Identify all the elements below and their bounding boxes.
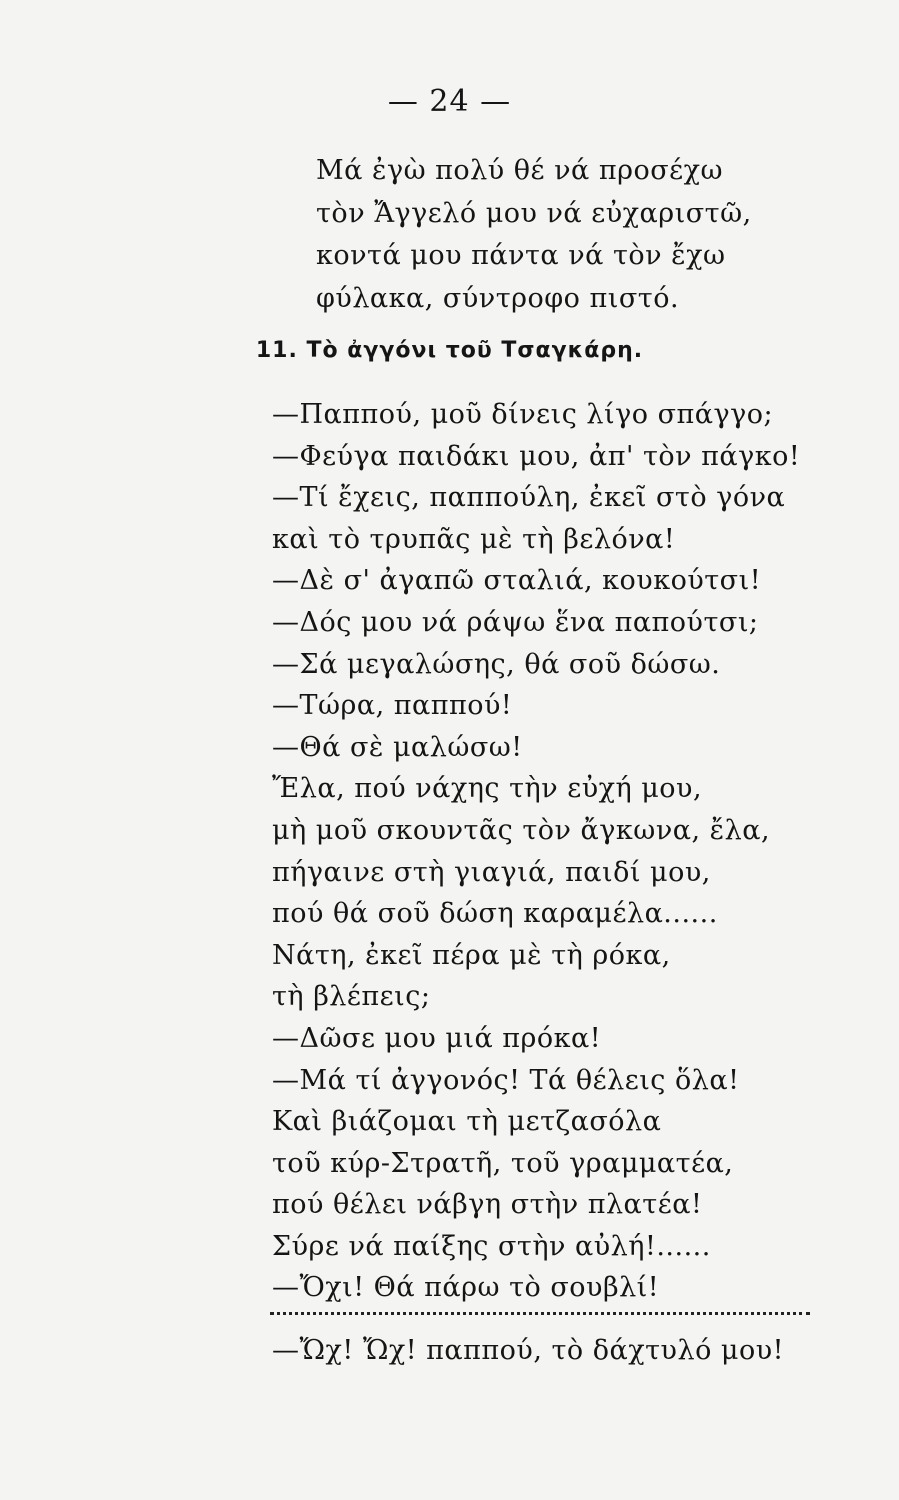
stanza-previous-poem-ending xyxy=(316,150,876,320)
verse-line: —Ὄχι! Θά πάρω τὸ σουβλί! xyxy=(272,1272,660,1304)
poem-body xyxy=(272,394,832,1309)
verse-line: Σύρε νά παίξης στὴν αὐλή!...... xyxy=(272,1230,711,1262)
verse-line: Νάτη, ἐκεῖ πέρα μὲ τὴ ρόκα, xyxy=(272,939,671,971)
verse-line: τοῦ κύρ-Στρατῆ, τοῦ γραμματέα, xyxy=(272,1147,734,1179)
verse-line: —Τί ἔχεις, παππούλη, ἐκεῖ στὸ γόνα xyxy=(272,482,786,514)
verse-line: πού θά σοῦ δώση καραμέλα...... xyxy=(272,898,718,930)
verse-line: πήγαινε στὴ γιαγιά, παιδί μου, xyxy=(272,856,711,888)
verse-line: φύλακα, σύντροφο πιστό. xyxy=(316,282,680,314)
verse-line: —Δός μου νά ράψω ἕνα παπούτσι; xyxy=(272,606,759,638)
verse-line: —Δὲ σ' ἀγαπῶ σταλιά, κουκούτσι! xyxy=(272,565,762,597)
poem-final-line-container xyxy=(272,1330,832,1373)
verse-line: Μά ἐγὼ πολύ θέ νά προσέχω xyxy=(316,155,724,186)
verse-line: —Ὤχ! Ὤχ! παππού, τὸ δάχτυλό μου! xyxy=(272,1335,784,1366)
verse-line: πού θέλει νάβγη στὴν πλατέα! xyxy=(272,1189,703,1221)
verse-line: τὸν Ἄγγελό μου νά εὐχαριστῶ, xyxy=(316,197,752,229)
verse-line: —Τώρα, παππού! xyxy=(272,690,513,722)
dotted-separator xyxy=(270,1312,810,1315)
verse-line: —Φεύγα παιδάκι μου, ἀπ' τὸν πάγκο! xyxy=(272,440,801,472)
verse-line: —Μά τί ἀγγονός! Τά θέλεις ὅλα! xyxy=(272,1064,740,1096)
verse-line: κοντά μου πάντα νά τὸν ἔχω xyxy=(316,240,726,271)
verse-line: καὶ τὸ τρυπᾶς μὲ τὴ βελόνα! xyxy=(272,523,676,555)
verse-line: τὴ βλέπεις; xyxy=(272,981,431,1013)
verse-line: —Παππού, μοῦ δίνεις λίγο σπάγγο; xyxy=(272,399,774,430)
verse-line: Καὶ βιάζομαι τὴ μετζασόλα xyxy=(272,1106,662,1138)
verse-line: —Σά μεγαλώσης, θά σοῦ δώσω. xyxy=(272,648,721,680)
verse-line: μὴ μοῦ σκουντᾶς τὸν ἄγκωνα, ἔλα, xyxy=(272,814,771,846)
verse-line: —Θά σὲ μαλώσω! xyxy=(272,731,523,763)
verse-line: Ἔλα, πού νάχης τὴν εὐχή μου, xyxy=(272,773,703,805)
verse-line: —Δῶσε μου μιά πρόκα! xyxy=(272,1022,602,1054)
poem-title: 11. Τὸ ἀγγόνι τοῦ Τσαγκάρη. xyxy=(255,338,644,363)
page-number: — 24 — xyxy=(387,84,512,119)
